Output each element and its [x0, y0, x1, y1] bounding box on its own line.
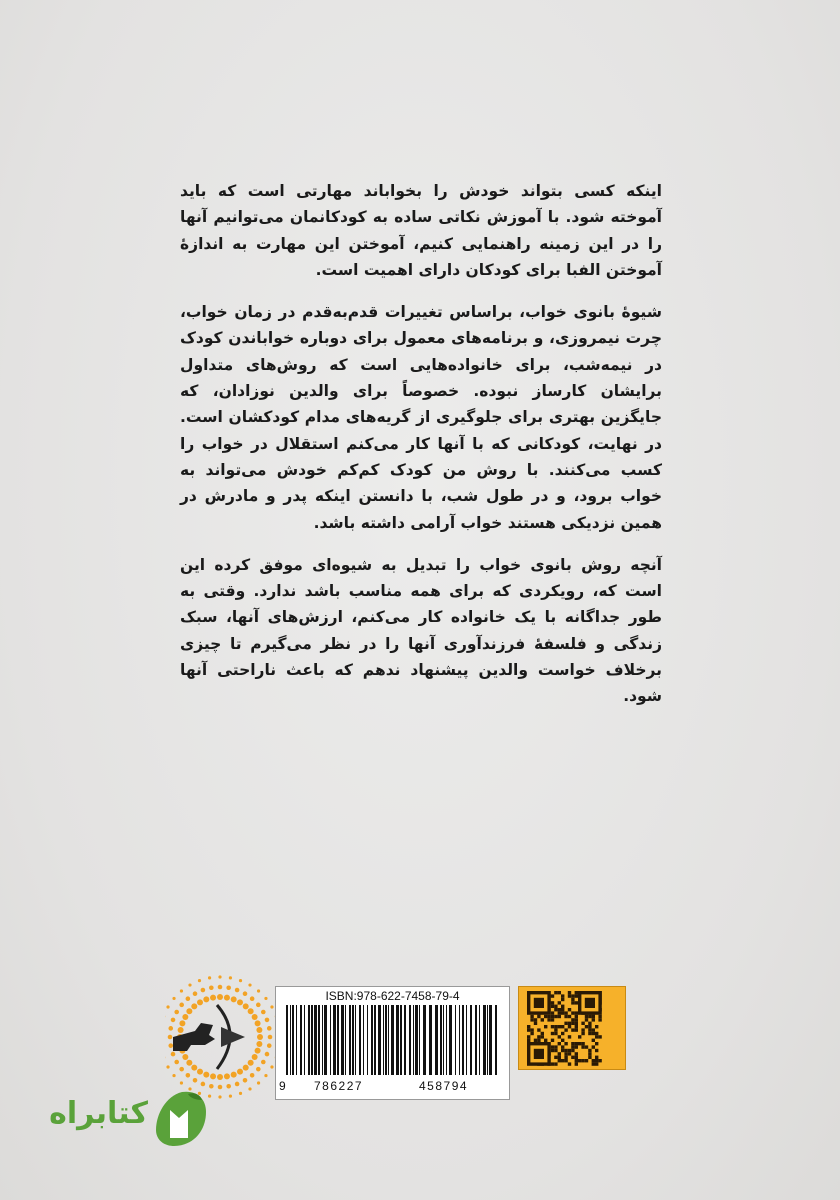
barcode-digits-left: 786227 — [314, 1079, 364, 1093]
barcode-digits-right: 458794 — [419, 1079, 469, 1093]
brand-name: کتابراه — [49, 1096, 148, 1131]
qr-code-icon — [518, 986, 626, 1070]
back-cover-text — [180, 178, 662, 726]
barcode-digit-lead: 9 — [279, 1079, 286, 1093]
ketabrah-logo — [40, 1088, 210, 1158]
paragraph-1: اینکه کسی بتواند خودش را بخواباند مهارتی است که باید آموخته شود. با آموزش نکاتی ساده به کودکانمان می‌توانیم آنها را در این زمینه راهنمایی کنیم، آموختن این مهارت به اندازهٔ آموختن الفبا برای کودکان دارای اهمیت است. — [180, 182, 662, 279]
isbn-barcode — [275, 986, 510, 1100]
isbn-label: ISBN:978-622-7458-79-4 — [325, 989, 460, 1003]
paragraph-3: آنچه روش بانوی خواب را تبدیل به شیوه‌ای موفق کرده این است که، رویکردی که برای همه مناسب باشد ندارد. وقتی به طور جداگانه با یک خانواده کار می‌کنم، ارزش‌های آنها، سبک زندگی و فلسفهٔ فرزندآوری آنها را در نظر می‌گیرم تا چیزی برخلاف خواست والدین پیشنهاد ندهم که باعث ناراحتی آنها شود. — [180, 555, 662, 706]
ketabrah-leaf-icon — [152, 1088, 210, 1150]
paragraph-2: شیوهٔ بانوی خواب، براساس تغییرات قدم‌به‌قدم در زمان خواب، چرت نیمروزی، و برنامه‌های معمول برای دوباره خواباندن کودک در نیمه‌شب، برای خانواده‌هایی است که روش‌های متداول برایشان کارساز نبوده. خصوصاً برای والدین نوزادان، که جایگزین بهتری برای جلوگیری از گریه‌های مدام کودکشان است. در نهایت، کودکانی که با آنها کار می‌کنم استقلال در خواب را کسب می‌کنند. با روش من کودک کم‌کم خودش می‌تواند به خواب برود، و در طول شب، با دانستن اینکه پدر و مادرش در همین نزدیکی هستند خواب آرامی داشته باشد. — [180, 303, 662, 532]
barcode-bars — [286, 1005, 501, 1079]
